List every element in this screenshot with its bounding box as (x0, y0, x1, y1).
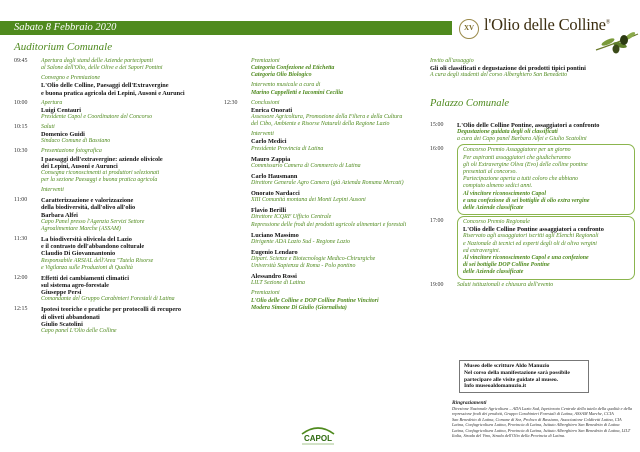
acknowledgements-title: Ringraziamenti (452, 400, 487, 406)
item-note: Università Sapienza di Roma - Polo pontino (251, 263, 356, 270)
item-note: Intervento musicale a cura di (251, 82, 321, 89)
item-title: Carlo Medici (251, 138, 287, 146)
item-title: Giulio Scatolini (41, 320, 83, 328)
item-content (41, 236, 222, 272)
item-content (41, 275, 222, 304)
item-note: presentati al concorso. (463, 169, 517, 176)
item-title: L'Olio delle Colline Pontine assaggiatori a confronto (463, 226, 604, 234)
item-content (41, 187, 222, 194)
item-title: e il contrasto dell'abbandono colturale (41, 243, 145, 251)
program-item (430, 218, 635, 280)
program-middle-column (224, 58, 416, 315)
item-note: per la sezione Paesaggi e buona pratica agricola (41, 177, 158, 184)
item-time: 10:00 (14, 99, 28, 106)
section-palazzo: Palazzo Comunale (430, 98, 510, 109)
program-left-column (14, 58, 222, 338)
museum-text: Info museoaldomanuzio.it (464, 383, 527, 390)
item-time (224, 82, 251, 96)
item-note: Convegno e Premiazione (41, 75, 101, 82)
item-title: Barbara Alfei (41, 211, 78, 219)
item-note: Partecipazione aperta a tutti coloro che abbiano (463, 176, 578, 183)
item-time (224, 249, 251, 271)
item-title: Caratterizzazione e valorizzazione (41, 197, 134, 205)
item-title: dei Lepini, Ausoni e Aurunci (41, 162, 118, 170)
acknowledgements (452, 396, 637, 438)
contest-box (457, 144, 635, 215)
program-item (14, 236, 222, 272)
item-content (251, 190, 416, 204)
item-time (224, 173, 251, 187)
item-time: 12:30 (224, 99, 238, 106)
item-title: Gli oli classificati e degustazione dei prodotti tipici pontini (430, 65, 586, 73)
museum-text: partecipare alle visite guidate al museo. (464, 376, 559, 383)
item-time (224, 232, 251, 246)
item-highlight: Categoria Olio Biologico (251, 72, 312, 79)
item-title: Luigi Centauri (41, 106, 82, 114)
program-item (14, 275, 222, 304)
item-note: Per aspiranti assaggiatori che giudicheranno (463, 154, 571, 161)
event-logo (454, 14, 640, 48)
program-item (224, 100, 416, 129)
program-item (224, 131, 416, 153)
svg-text:CAPOL: CAPOL (304, 434, 332, 443)
item-note: a cura dei Capo panel Barbara Alfei e Giulio Scatolini (457, 136, 587, 143)
item-content (251, 232, 416, 246)
item-note: Concorso Premio Regionale (463, 219, 530, 226)
item-note: Presentazione fotografica (41, 148, 102, 155)
item-content (251, 82, 416, 96)
item-highlight: Al vincitore riconoscimento Capol e una confezione (463, 255, 589, 262)
item-highlight: Degustazione guidata degli oli classificati (457, 129, 558, 136)
program-item (14, 148, 222, 184)
program-item (14, 197, 222, 233)
item-time: 16:00 (430, 146, 444, 153)
item-note: Interventi (41, 187, 64, 194)
item-time: 11:30 (14, 236, 28, 243)
item-title: di oliveti abbandonati (41, 313, 100, 321)
item-note: LILT Sezione di Latina (251, 280, 305, 287)
item-note: Presidente Provincia di Latina (251, 145, 324, 152)
program-item (224, 82, 416, 96)
item-note: XIII Comunità montana dei Monti Lepini Ausoni (251, 197, 366, 204)
program-item (224, 190, 416, 204)
item-title: e buona pratica agricola dei Lepini, Ausoni e Aurunci (41, 89, 185, 97)
item-time: 10:15 (14, 124, 28, 131)
item-highlight: Al vincitore riconoscimento Capol (463, 190, 546, 197)
item-highlight: Marino Cappelletti e Iacomini Cecilia (251, 89, 343, 96)
item-time: 19:00 (430, 282, 444, 289)
item-time (224, 207, 251, 229)
item-time (224, 273, 251, 287)
item-note: Saluti (41, 124, 55, 131)
item-note: al Salone dell'Olio, delle Olive e dei Sapori Pontini (41, 65, 163, 72)
program-item (430, 122, 635, 144)
program-item (14, 306, 222, 335)
item-content (41, 124, 222, 146)
item-note: ed extravergini. (463, 247, 501, 254)
logo-name: l'Olio delle Colline® (484, 15, 611, 34)
museum-title: Museo delle scritture Aldo Manuzio (464, 363, 550, 369)
museum-text: Nel corso della manifestazione sarà possibile (464, 369, 570, 376)
item-note: Dipart. Scienze e Biotecnologie Medico-Chirurgiche (251, 256, 376, 263)
item-title: Effetti dei cambiamenti climatici (41, 274, 129, 282)
item-time: 10:30 (14, 148, 28, 155)
item-title: La biodiversità olivicola del Lazio (41, 236, 132, 244)
item-title: Alessandro Rossi (251, 273, 297, 281)
program-item (224, 232, 416, 246)
item-time (224, 131, 251, 153)
program-item (224, 156, 416, 170)
item-note: Presidente Capol e Coordinatore del Concorso (41, 114, 153, 121)
item-note: Interventi (251, 131, 274, 138)
item-note: Direttore ICQRF Ufficio Centrale (251, 214, 332, 221)
item-note: Capo panel L'Olio delle Colline (41, 328, 117, 335)
item-content (251, 173, 416, 187)
item-note: A cura degli studenti del corso Alberghiero San Benedetto (430, 72, 568, 79)
item-title: Enrica Onorati (251, 106, 293, 114)
program-item (14, 58, 222, 72)
item-content (41, 100, 222, 122)
program-item (224, 273, 416, 287)
item-note: Apertura degli stand delle Aziende partecipanti (41, 58, 153, 64)
item-time (224, 58, 251, 80)
item-note: compiuto almeno sedici anni. (463, 183, 533, 190)
item-time (224, 190, 251, 204)
item-title: L'Olio delle Colline, Paesaggi dell'Extravergine (41, 82, 169, 90)
item-content (251, 290, 416, 312)
item-content (251, 249, 416, 271)
item-title: Ipotesi teoriche e pratiche per protocolli di recupero (41, 306, 181, 314)
program-item (224, 173, 416, 187)
item-content (251, 131, 416, 153)
item-time: 09:45 (14, 58, 28, 64)
acknowledgement-line: San Benedetto di Latina, Comune di Sez, Proloco di Bassiano, Associazione Coldiretti Latina, CIA (452, 416, 622, 422)
item-time (14, 75, 41, 97)
item-note: Saluti istituzionali e chiusura dell'evento (457, 282, 554, 289)
contest-box (457, 216, 635, 280)
program-item (224, 207, 416, 229)
item-content (41, 306, 222, 335)
item-title: Giuseppe Persi (41, 289, 82, 297)
edition-seal: XV (459, 19, 479, 39)
item-note: Responsabile ARSIAL dell'Area "Tutela Risorse (41, 257, 154, 264)
item-note: Capo Panel presso l'Agenzia Servizi Settore (41, 218, 145, 225)
item-note: Commissario Camera di Commercio di Latina (251, 162, 361, 169)
item-time: 12:15 (14, 306, 28, 313)
capol-logo-icon (296, 424, 340, 446)
item-note: e Vigilanza sulle Produzioni di Qualità (41, 264, 133, 271)
item-note: Apertura (41, 99, 63, 106)
item-highlight: Categoria Confezione ed Etichetta (251, 65, 335, 72)
item-content (41, 197, 222, 233)
item-highlight: e una confezione di sei bottiglie di olio extra vergine (463, 197, 590, 204)
tasting-invite (430, 58, 635, 80)
program-item (14, 124, 222, 146)
acknowledgement-line: Latina, Confagricoltura Latina, Provincia di Latina, Istituto Alberghiero San Benedetto di Latina (452, 422, 620, 428)
section-auditorium: Auditorium Comunale (14, 41, 113, 53)
item-note: Dirigente ADA Lazio Sud - Regione Lazio (251, 238, 350, 245)
item-time (224, 290, 251, 312)
item-title: L'Olio delle Colline Pontine, assaggiatori a confronto (457, 122, 600, 129)
program-item (14, 187, 222, 194)
museum-box (459, 360, 589, 393)
item-title: della biodiversità, dall'olivo all'olio (41, 204, 136, 212)
item-title: Mauro Zappia (251, 155, 291, 163)
program-item (430, 282, 635, 289)
item-note: Conclusioni (251, 99, 280, 106)
program-item (224, 249, 416, 271)
item-content (251, 58, 416, 80)
item-content (251, 273, 416, 287)
acknowledgement-line: Direzione Nazionale Agricoltura – ADA Lazio Sud, Ispettorato Centrale della tutela della qualità e della repressione frodi dei prodotti, Gruppo Carabinieri Forestali di Latina, ASSAM Marche, CCIA (452, 406, 633, 417)
item-time (14, 187, 41, 194)
item-content (457, 282, 635, 289)
item-time (224, 156, 251, 170)
item-time: 17:00 (430, 218, 444, 225)
item-title: sul sistema agro-forestale (41, 282, 109, 290)
item-highlight: delle Aziende classificate (463, 205, 524, 212)
item-time: 12:00 (14, 274, 28, 281)
program-item (224, 58, 416, 80)
item-note: Assessore Agricoltura, Promozione della Filiera e della Cultura (251, 114, 403, 121)
item-title: Flavio Berilli (251, 207, 287, 215)
program-item (14, 100, 222, 122)
program-right-column (430, 122, 635, 292)
item-note: Invito all'assaggio (430, 58, 474, 64)
item-content (251, 207, 416, 229)
item-note: Premiazioni (251, 290, 280, 297)
item-title: Domenico Guidi (41, 131, 85, 139)
item-highlight: di sei bottiglie DOP Colline Pontine (463, 262, 550, 269)
item-note: Agroalimentare Marche (ASSAM) (41, 226, 121, 233)
item-highlight: delle Aziende classificate (463, 269, 524, 276)
item-note: e Nazionale di tecnici ed esperti degli oli di oliva vergini (463, 240, 597, 247)
item-title: Onorato Nardacci (251, 190, 300, 198)
item-note: Sindaco Comune di Bassiano (41, 138, 111, 145)
item-highlight: Modera Simone Di Giulio (Giornalista) (251, 304, 347, 311)
program-item (14, 75, 222, 97)
item-content (41, 75, 222, 97)
item-note: Riservato agli assaggiatori iscritti agli Elenchi Regionali (463, 233, 599, 240)
item-note: del Cibo, Ambiente e Risorse Naturali della Regione Lazio (251, 121, 390, 128)
acknowledgement-line: Latina, Confagricoltura Latina, Provincia di Latina, Istituto Alberghiero San Benedetto di Latina, LILT (452, 427, 631, 433)
item-time: 11:00 (14, 197, 28, 204)
item-title: Eugenio Lendaro (251, 248, 298, 256)
acknowledgement-line: Italia, Strada del Vino, Strada dell'Olio della Provincia di Latina. (452, 433, 566, 439)
item-content (251, 156, 416, 170)
item-note: Comandante del Gruppo Carabinieri Forestali di Latina (41, 296, 175, 303)
olive-branch-icon (594, 30, 640, 54)
item-note: Concorso Premio Assaggiatore per un giorno (463, 147, 571, 154)
item-note: Premiazioni (251, 58, 280, 64)
item-title: Claudio Di Giovannantonio (41, 250, 116, 258)
item-content (457, 122, 635, 144)
item-note: Direttore Generale Agro Camera (già Azienda Romana Mercati) (251, 180, 404, 187)
item-content (251, 100, 416, 129)
item-title: Luciano Massimo (251, 231, 299, 239)
item-note: Repressione delle frodi dei prodotti agricole alimentari e forestali (251, 221, 407, 228)
item-note: gli oli Extravergine Oliva (Evo) delle colline pontine (463, 161, 588, 168)
item-note: Consegna riconoscimenti ai produttori selezionati (41, 170, 160, 177)
date-banner: Sabato 8 Febbraio 2020 (0, 21, 452, 35)
item-title: I paesaggi dell'extravergine: aziende olivicole (41, 155, 163, 163)
program-item (430, 146, 635, 215)
item-highlight: L'Olio delle Colline e DOP Colline Pontine Vincitori (251, 297, 379, 304)
item-time: 15:00 (430, 122, 444, 128)
program-item (224, 290, 416, 312)
item-content (41, 148, 222, 184)
item-content (41, 58, 222, 72)
item-title: Carlo Hausmann (251, 172, 298, 180)
